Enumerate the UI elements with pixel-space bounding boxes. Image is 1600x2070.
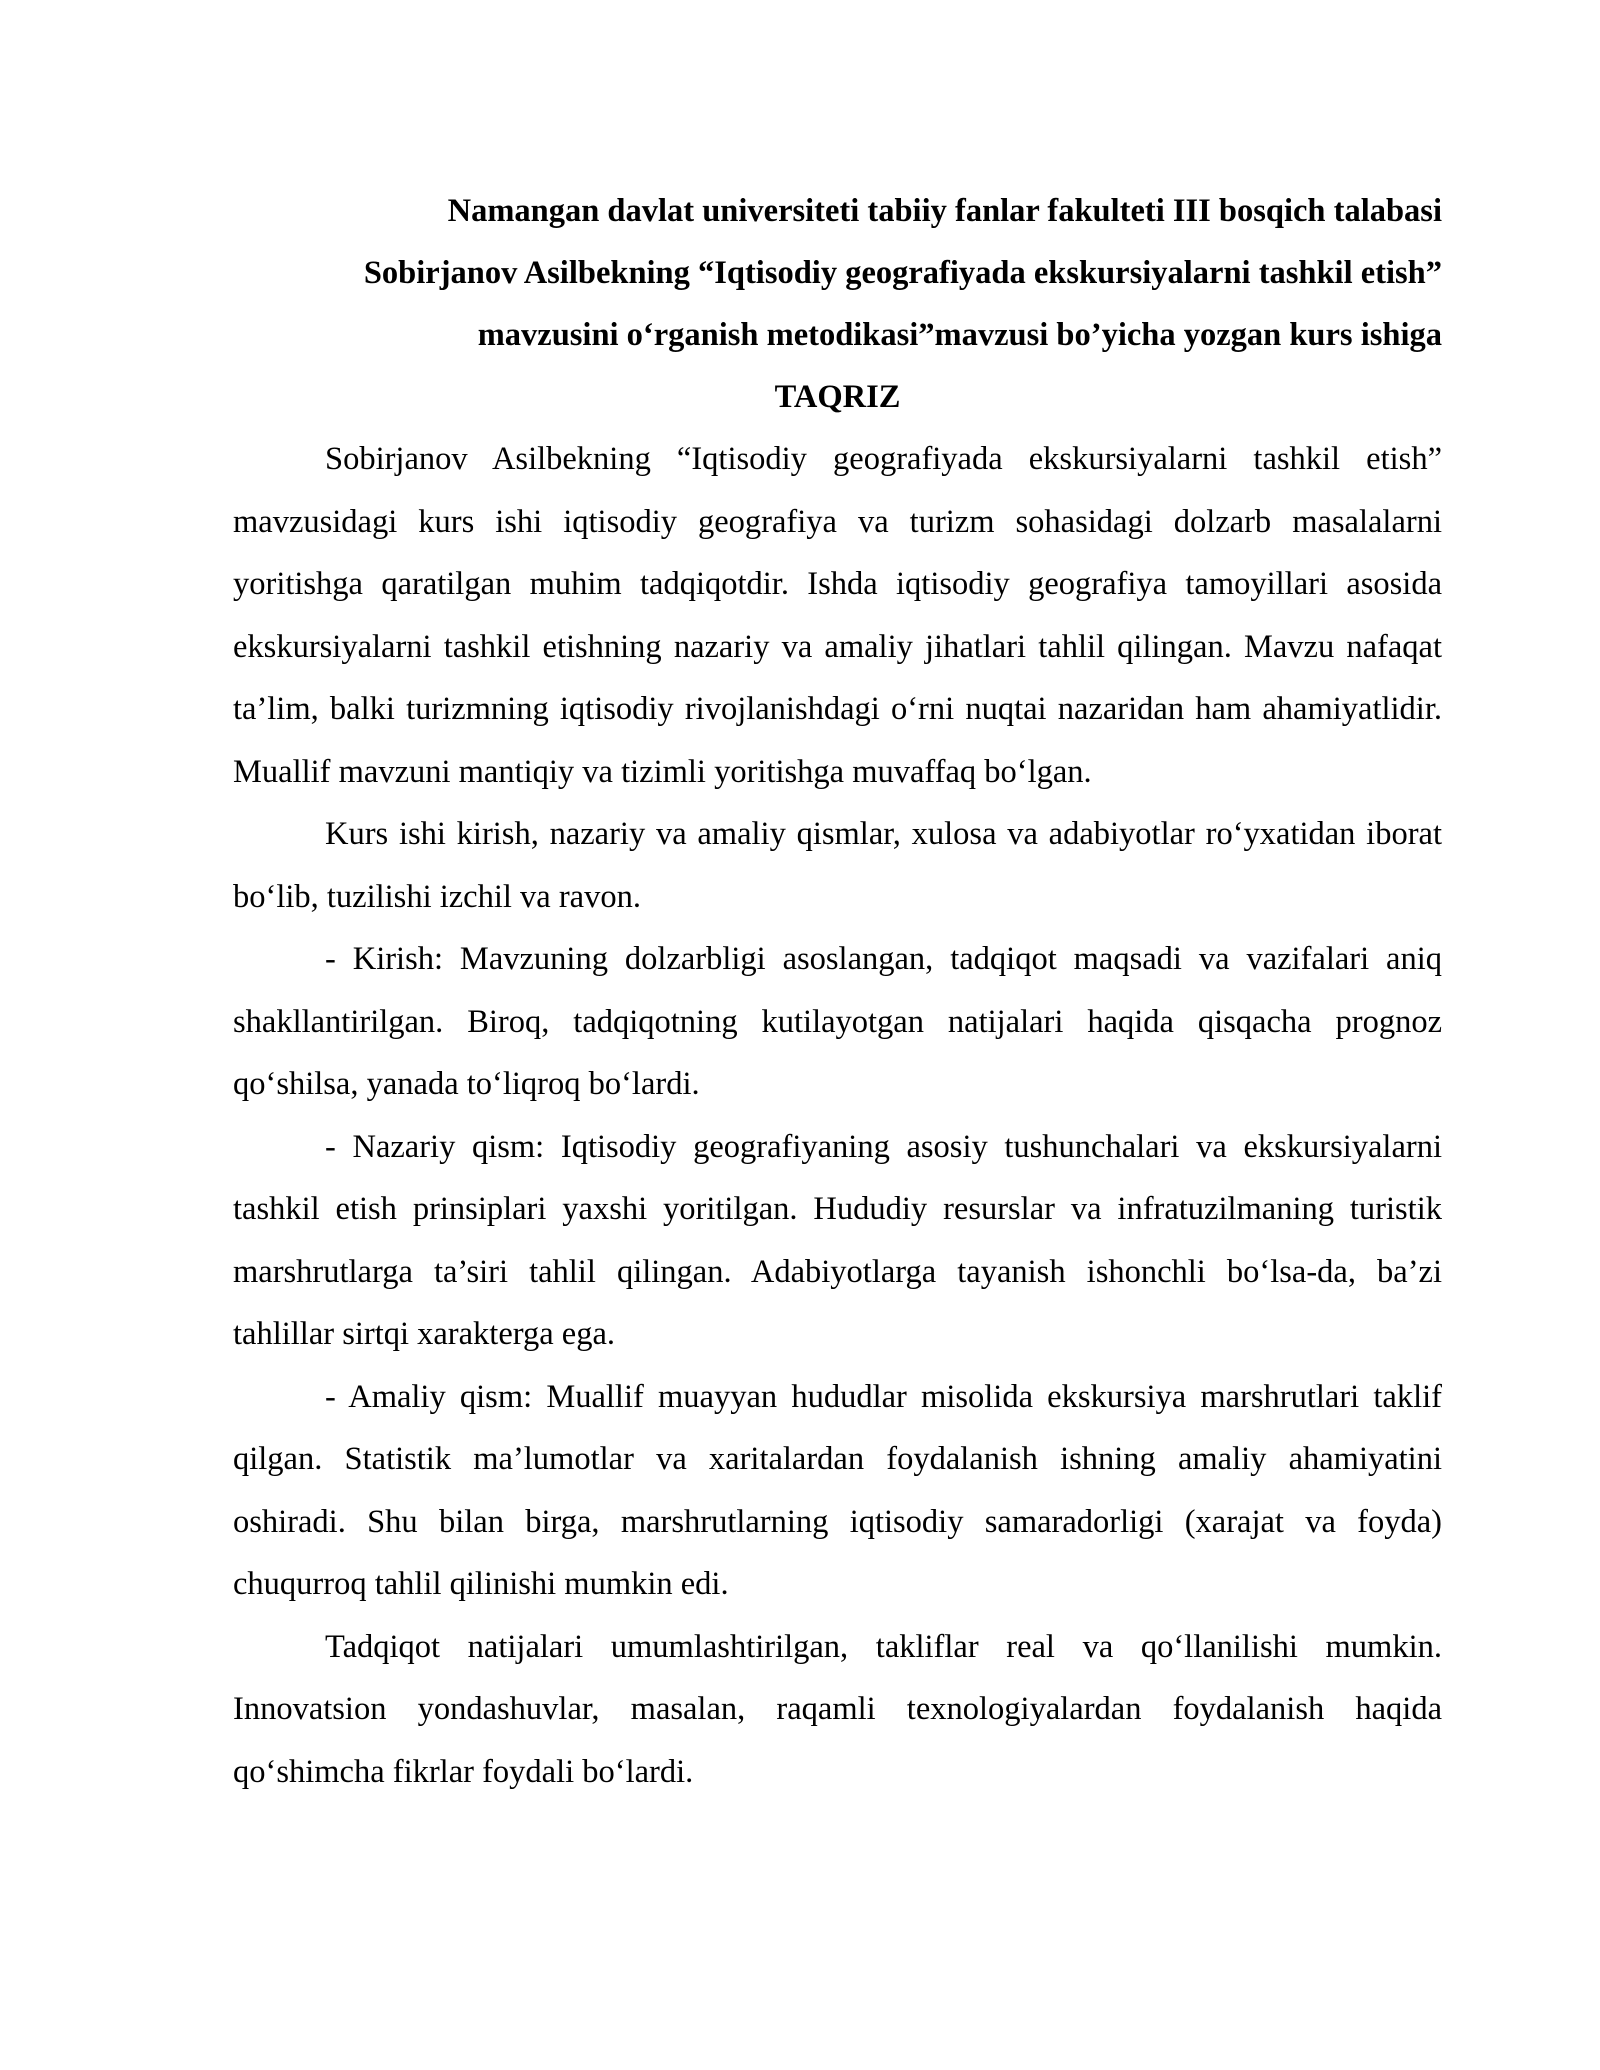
- heading-line-3: mavzusini o‘rganish metodikasi”mavzusi bo’yicha yozgan kurs ishiga: [477, 317, 1442, 353]
- paragraph-theory-review: - Nazariy qism: Iqtisodiy geografiyaning asosiy tushunchalari va ekskursiyalarni tashkil etish prinsiplari yaxshi yoritilgan. Hududiy resurslar va infratuzilmaning turistik marshrutlarga ta’siri tahlil qilingan. Adabiyotlarga tayanish ishonchli bo‘lsa-da, ba’zi tahlillar sirtqi xarakterga ega.: [233, 1128, 1442, 1352]
- paragraph-introduction-review: - Kirish: Mavzuning dolzarbligi asoslangan, tadqiqot maqsadi va vazifalari aniq shakllantirilgan. Biroq, tadqiqotning kutilayotgan natijalari haqida qisqacha prognoz qo‘shilsa, yanada to‘liqroq bo‘lardi.: [233, 941, 1442, 1102]
- paragraph-intro: Sobirjanov Asilbekning “Iqtisodiy geografiyada ekskursiyalarni tashkil etish” mavzusidagi kurs ishi iqtisodiy geografiya va turizm sohasidagi dolzarb masalalarni yoritishga qaratilgan muhim tadqiqotdir. Ishda iqtisodiy geografiya tamoyillari asosida ekskursiyalarni tashkil etishning nazariy va amaliy jihatlari tahlil qilingan. Mavzu nafaqat ta’lim, balki turizmning iqtisodiy rivojlanishdagi o‘rni nuqtai nazaridan ham ahamiyatlidir. Muallif mavzuni mantiqiy va tizimli yoritishga muvaffaq bo‘lgan.: [233, 441, 1442, 790]
- heading-line-2: Sobirjanov Asilbekning “Iqtisodiy geografiyada ekskursiyalarni tashkil etish”: [363, 255, 1442, 291]
- paragraph-conclusion: Tadqiqot natijalari umumlashtirilgan, takliflar real va qo‘llanilishi mumkin. Innovatsion yondashuvlar, masalan, raqamli texnologiyalardan foydalanish haqida qo‘shimcha fikrlar foydali bo‘lardi.: [233, 1628, 1442, 1790]
- paragraph-practice-review: - Amaliy qism: Muallif muayyan hududlar misolida ekskursiya marshrutlari taklif qilgan. Statistik ma’lumotlar va xaritalardan foydalanish ishning amaliy ahamiyatini oshiradi. Shu bilan birga, marshrutlarning iqtisodiy samaradorligi (xarajat va foyda) chuqurroq tahlil qilinishi mumkin edi.: [233, 1378, 1442, 1602]
- document-body: [233, 180, 1442, 1803]
- document-title: TAQRIZ: [774, 379, 901, 415]
- paragraph-structure: Kurs ishi kirish, nazariy va amaliy qismlar, xulosa va adabiyotlar ro‘yxatidan iborat bo‘lib, tuzilishi izchil va ravon.: [233, 816, 1442, 915]
- heading-line-1: Namangan davlat universiteti tabiiy fanlar fakulteti III bosqich talabasi: [447, 193, 1442, 229]
